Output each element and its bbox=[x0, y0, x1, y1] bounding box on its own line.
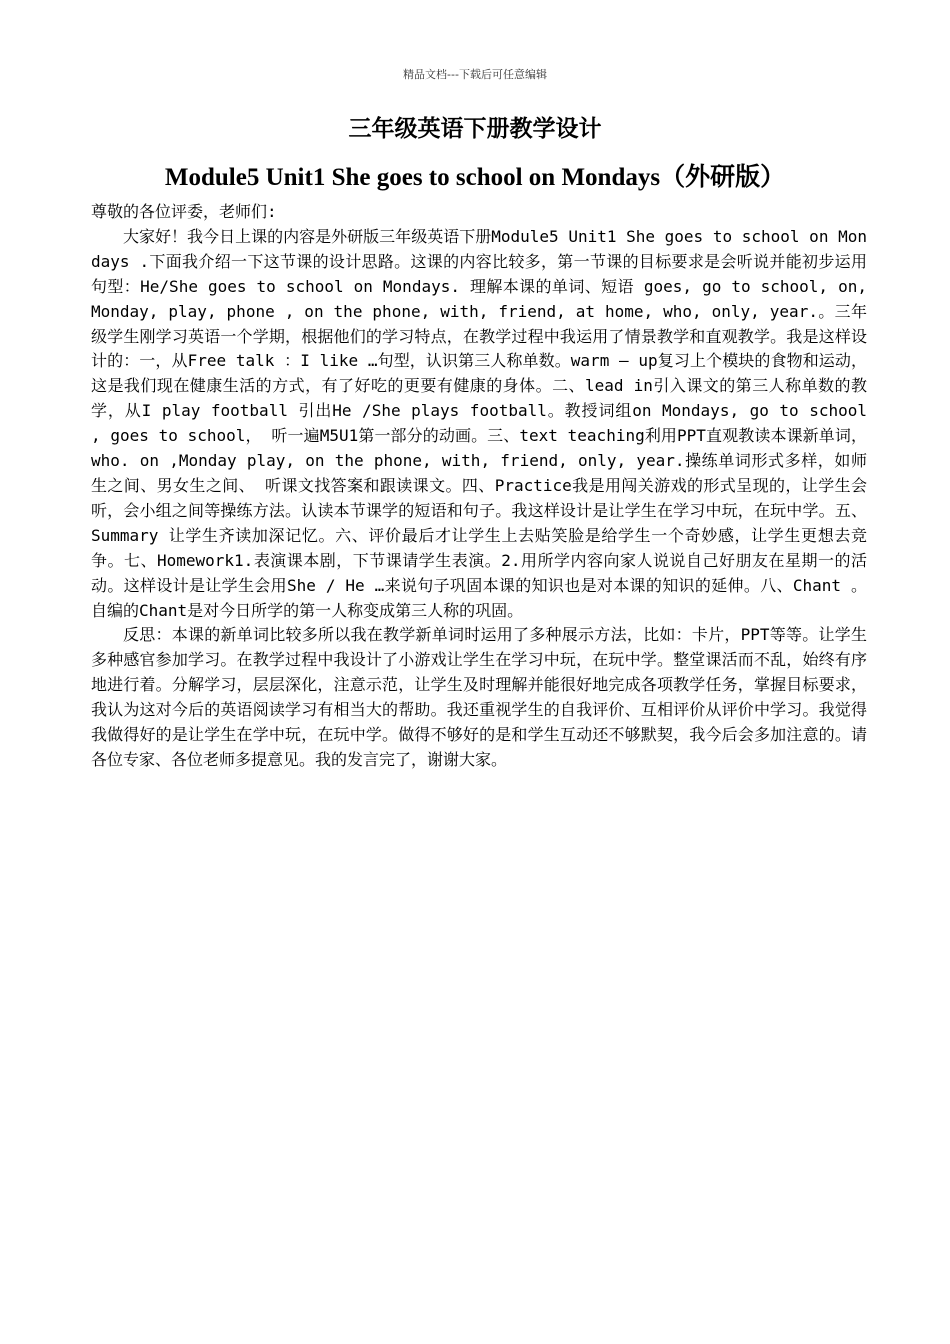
document-body bbox=[91, 200, 867, 773]
paragraph-teaching-design: 大家好！我今日上课的内容是外研版三年级英语下册Module5 Unit1 She goes to school on Mondays .下面我介绍一下这节课的设计思路。这课的内容比较多，第一节课的目标要求是会听说并能初步运用句型：He/She goes to school on Mondays. 理解本课的单词、短语 goes, go to school, on, Monday, play, phone , on the phone, with, friend, at home, who, only, year.。三年级学生刚学习英语一个学期，根据他们的学习特点，在教学过程中我运用了情景教学和直观教学。我是这样设计的：一，从Free talk ：I like …句型，认识第三人称单数。warm – up复习上个模块的食物和运动，这是我们现在健康生活的方式，有了好吃的更要有健康的身体。二、lead in引入课文的第三人称单数的教学，从I play football 引出He /She plays football。教授词组on Mondays, go to school , goes to school， 听一遍M5U1第一部分的动画。三、text teaching利用PPT直观教读本课新单词，who. on ,Monday play, on the phone, with, friend, only, year.操练单词形式多样，如师生之间、男女生之间、 听课文找答案和跟读课文。四、Practice我是用闯关游戏的形式呈现的，让学生会听，会小组之间等操练方法。认读本节课学的短语和句子。我这样设计是让学生在学习中玩，在玩中学。五、Summary 让学生齐读加深记忆。六、评价最后才让学生上去贴笑脸是给学生一个奇妙感，让学生更想去竞争。七、Homework1.表演课本剧，下节课请学生表演。2.用所学内容向家人说说自己好朋友在星期一的活动。这样设计是让学生会用She / He …来说句子巩固本课的知识也是对本课的知识的延伸。八、Chant 。自编的Chant是对今日所学的第一人称变成第三人称的巩固。 bbox=[91, 226, 867, 620]
paragraph-reflection: 反思：本课的新单词比较多所以我在教学新单词时运用了多种展示方法，比如：卡片，PPT等等。让学生多种感官参加学习。在教学过程中我设计了小游戏让学生在学习中玩，在玩中学。整堂课活而不乱，始终有序地进行着。分解学习，层层深化，注意示范，让学生及时理解并能很好地完成各项教学任务，掌握目标要求，我认为这对今后的英语阅读学习有相当大的帮助。我还重视学生的自我评价、互相评价从评价中学习。我觉得我做得好的是让学生在学中玩，在玩中学。做得不够好的是和学生互动还不够默契，我今后会多加注意的。请各位专家、各位老师多提意见。我的发言完了，谢谢大家。 bbox=[91, 625, 867, 769]
document-title: 三年级英语下册教学设计 bbox=[348, 116, 602, 142]
greeting-line: 尊敬的各位评委，老师们: bbox=[91, 202, 277, 221]
document-subtitle: Module5 Unit1 She goes to school on Mondays（外研版） bbox=[164, 164, 786, 191]
header-note: 精品文档---下载后可任意编辑 bbox=[403, 68, 547, 81]
